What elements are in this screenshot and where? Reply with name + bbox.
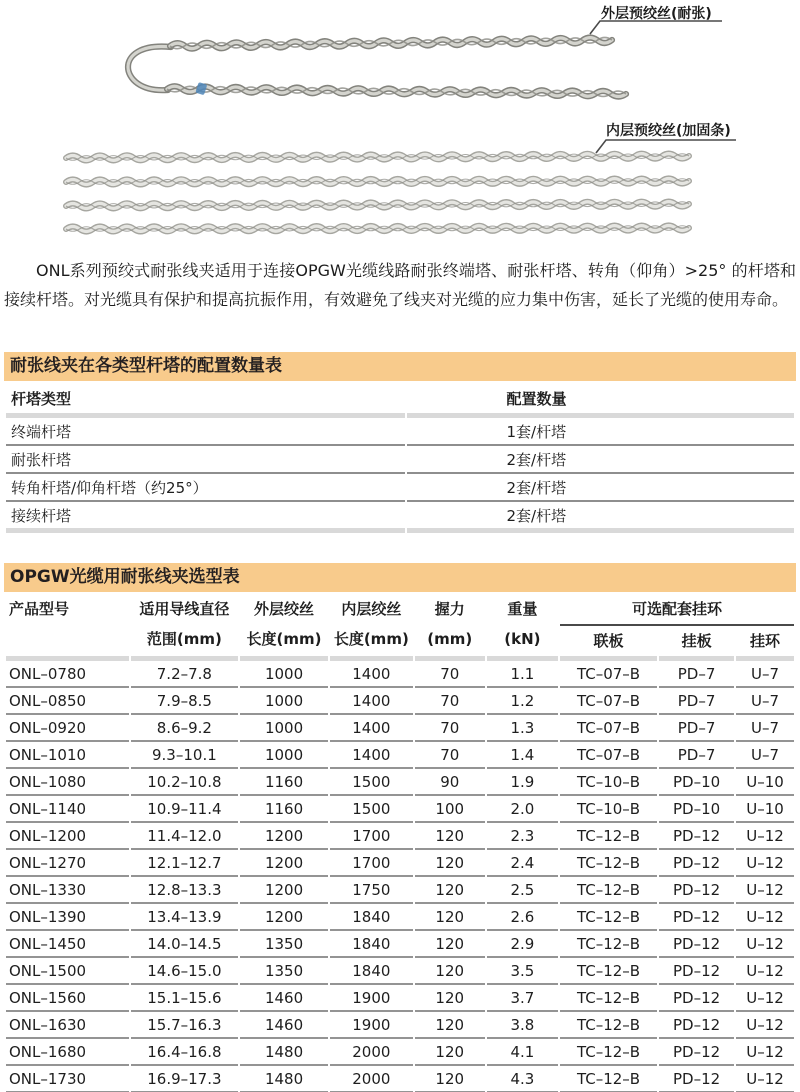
table-cell: 14.0–14.5 <box>131 931 238 958</box>
table-cell: 耐张杆塔 <box>6 446 405 474</box>
table-cell: 1400 <box>330 661 413 688</box>
table-row <box>6 904 794 931</box>
table-cell: 120 <box>415 1039 485 1066</box>
table-cell: 1500 <box>330 769 413 796</box>
table-cell: U–7 <box>736 688 794 715</box>
table-cell: 70 <box>415 715 485 742</box>
table-cell: 1.2 <box>487 688 558 715</box>
table-row <box>6 661 794 688</box>
table-cell: PD–12 <box>659 931 734 958</box>
table-cell: ONL–1680 <box>6 1039 129 1066</box>
table-cell: 70 <box>415 742 485 769</box>
table-cell: 2套/杆塔 <box>407 446 795 474</box>
table-cell: 1900 <box>330 985 413 1012</box>
selection-table-body <box>6 661 794 1092</box>
table-cell: 15.1–15.6 <box>131 985 238 1012</box>
table-cell: PD–12 <box>659 985 734 1012</box>
config-table-title: 耐张线夹在各类型杆塔的配置数量表 <box>4 352 796 381</box>
table-cell: ONL–1270 <box>6 850 129 877</box>
table-cell: U–12 <box>736 985 794 1012</box>
table-cell: 1.9 <box>487 769 558 796</box>
table-cell: 1700 <box>330 850 413 877</box>
config-table-body <box>6 418 794 533</box>
table-cell: ONL–1140 <box>6 796 129 823</box>
table-cell: 1700 <box>330 823 413 850</box>
table-cell: 1400 <box>330 742 413 769</box>
table-cell: 1460 <box>240 985 328 1012</box>
table-cell: 10.9–11.4 <box>131 796 238 823</box>
table-cell: 1500 <box>330 796 413 823</box>
table-cell: TC–12–B <box>560 931 657 958</box>
table-cell: PD–12 <box>659 850 734 877</box>
table-row <box>6 715 794 742</box>
table-cell: 70 <box>415 661 485 688</box>
table-row <box>6 823 794 850</box>
table-cell: 120 <box>415 904 485 931</box>
table-cell: 1000 <box>240 715 328 742</box>
table-cell: 1480 <box>240 1066 328 1092</box>
table-cell: 120 <box>415 931 485 958</box>
table-cell: 1900 <box>330 1012 413 1039</box>
col-grip: 握力 (mm) <box>415 594 485 661</box>
table-cell: 2.0 <box>487 796 558 823</box>
table-cell: 1460 <box>240 1012 328 1039</box>
table-cell: 1400 <box>330 688 413 715</box>
table-cell: TC–12–B <box>560 904 657 931</box>
table-row <box>6 985 794 1012</box>
table-cell: TC–12–B <box>560 1039 657 1066</box>
table-row <box>6 742 794 769</box>
selection-table-title: OPGW光缆用耐张线夹选型表 <box>4 563 796 592</box>
table-cell: PD–12 <box>659 877 734 904</box>
table-cell: 7.2–7.8 <box>131 661 238 688</box>
table-cell: 70 <box>415 688 485 715</box>
table-row <box>6 688 794 715</box>
table-cell: 120 <box>415 823 485 850</box>
table-cell: 120 <box>415 877 485 904</box>
table-cell: 4.1 <box>487 1039 558 1066</box>
table-cell: 2000 <box>330 1066 413 1092</box>
table-cell: PD–12 <box>659 1012 734 1039</box>
table-row <box>6 1012 794 1039</box>
table-row <box>6 850 794 877</box>
table-cell: 90 <box>415 769 485 796</box>
table-row <box>6 1039 794 1066</box>
table-cell: 2套/杆塔 <box>407 502 795 533</box>
table-row <box>6 931 794 958</box>
inner-wire-label: 内层预绞丝(加固条) <box>606 123 731 139</box>
table-cell: 1000 <box>240 742 328 769</box>
table-cell: 1200 <box>240 850 328 877</box>
table-cell: TC–12–B <box>560 877 657 904</box>
col-shackle: 挂环 <box>736 626 794 661</box>
table-cell: ONL–1080 <box>6 769 129 796</box>
table-cell: PD–12 <box>659 1039 734 1066</box>
outer-wire-label: 外层预绞丝(耐张) <box>601 6 712 22</box>
table-cell: U–12 <box>736 1039 794 1066</box>
table-cell: U–7 <box>736 742 794 769</box>
table-cell: 终端杆塔 <box>6 418 405 446</box>
table-cell: TC–12–B <box>560 1066 657 1092</box>
table-cell: 1000 <box>240 661 328 688</box>
table-cell: U–12 <box>736 850 794 877</box>
table-cell: 1350 <box>240 958 328 985</box>
table-row <box>6 769 794 796</box>
table-cell: 1480 <box>240 1039 328 1066</box>
config-header-row <box>6 383 794 418</box>
table-row <box>6 502 794 533</box>
table-cell: 1000 <box>240 688 328 715</box>
table-cell: U–7 <box>736 661 794 688</box>
table-cell: ONL–1560 <box>6 985 129 1012</box>
table-cell: U–10 <box>736 769 794 796</box>
table-cell: 1.1 <box>487 661 558 688</box>
table-row <box>6 796 794 823</box>
table-cell: U–12 <box>736 877 794 904</box>
table-cell: PD–10 <box>659 769 734 796</box>
table-row <box>6 418 794 446</box>
table-cell: PD–7 <box>659 715 734 742</box>
table-cell: 7.9–8.5 <box>131 688 238 715</box>
table-cell: 13.4–13.9 <box>131 904 238 931</box>
table-cell: 100 <box>415 796 485 823</box>
table-cell: ONL–1630 <box>6 1012 129 1039</box>
table-cell: TC–12–B <box>560 850 657 877</box>
table-cell: 1400 <box>330 715 413 742</box>
table-cell: PD–12 <box>659 823 734 850</box>
col-weight: 重量 (kN) <box>487 594 558 661</box>
table-cell: ONL–0920 <box>6 715 129 742</box>
table-cell: ONL–1500 <box>6 958 129 985</box>
table-cell: TC–12–B <box>560 1012 657 1039</box>
table-cell: U–12 <box>736 958 794 985</box>
table-row <box>6 958 794 985</box>
table-cell: PD–12 <box>659 1066 734 1092</box>
table-cell: 14.6–15.0 <box>131 958 238 985</box>
table-cell: TC–12–B <box>560 823 657 850</box>
table-cell: 3.5 <box>487 958 558 985</box>
table-cell: 2.5 <box>487 877 558 904</box>
table-cell: TC–07–B <box>560 661 657 688</box>
table-cell: 1160 <box>240 796 328 823</box>
intro-paragraph: ONL系列预绞式耐张线夹适用于连接OPGW光缆线路耐张终端塔、耐张杆塔、转角（仰角）>25° 的杆塔和接续杆塔。对光缆具有保护和提高抗振作用，有效避免了线夹对光缆的应力集中伤害，延长了光缆的使用寿命。 <box>4 261 796 309</box>
outer-grip-illustration <box>128 37 626 96</box>
table-cell: 1200 <box>240 904 328 931</box>
table-cell: PD–7 <box>659 661 734 688</box>
table-cell: 15.7–16.3 <box>131 1012 238 1039</box>
table-row <box>6 446 794 474</box>
selection-table <box>4 594 796 1092</box>
table-cell: U–12 <box>736 904 794 931</box>
table-cell: 3.7 <box>487 985 558 1012</box>
table-cell: 1套/杆塔 <box>407 418 795 446</box>
table-cell: 2.6 <box>487 904 558 931</box>
table-cell: PD–12 <box>659 904 734 931</box>
table-cell: 1750 <box>330 877 413 904</box>
table-cell: 2套/杆塔 <box>407 474 795 502</box>
table-cell: TC–07–B <box>560 742 657 769</box>
table-cell: 1.3 <box>487 715 558 742</box>
table-cell: 120 <box>415 1012 485 1039</box>
table-cell: 1350 <box>240 931 328 958</box>
table-cell: 12.1–12.7 <box>131 850 238 877</box>
table-cell: 2.9 <box>487 931 558 958</box>
table-cell: ONL–0850 <box>6 688 129 715</box>
table-cell: 1840 <box>330 904 413 931</box>
table-cell: U–7 <box>736 715 794 742</box>
table-row <box>6 877 794 904</box>
table-cell: U–10 <box>736 796 794 823</box>
table-row <box>6 474 794 502</box>
table-cell: 1840 <box>330 931 413 958</box>
table-cell: TC–12–B <box>560 958 657 985</box>
table-cell: 8.6–9.2 <box>131 715 238 742</box>
table-cell: TC–07–B <box>560 688 657 715</box>
table-row <box>6 1066 794 1092</box>
inner-rods-illustration <box>66 154 689 232</box>
table-cell: ONL–1390 <box>6 904 129 931</box>
table-cell: TC–10–B <box>560 796 657 823</box>
table-cell: 转角杆塔/仰角杆塔（约25°） <box>6 474 405 502</box>
table-cell: PD–7 <box>659 742 734 769</box>
table-cell: ONL–1330 <box>6 877 129 904</box>
table-cell: U–12 <box>736 1066 794 1092</box>
table-cell: 接续杆塔 <box>6 502 405 533</box>
table-cell: U–12 <box>736 931 794 958</box>
table-cell: U–12 <box>736 823 794 850</box>
table-cell: 120 <box>415 850 485 877</box>
table-cell: 2.3 <box>487 823 558 850</box>
selection-header-row-1 <box>6 594 794 626</box>
table-cell: 3.8 <box>487 1012 558 1039</box>
col-link-plate: 联板 <box>560 626 657 661</box>
col-group-fittings: 可选配套挂环 <box>560 594 794 626</box>
table-cell: ONL–1730 <box>6 1066 129 1092</box>
config-table-section <box>4 352 796 533</box>
table-cell: ONL–1200 <box>6 823 129 850</box>
selection-table-section <box>4 563 796 1092</box>
table-cell: U–12 <box>736 1012 794 1039</box>
table-cell: PD–10 <box>659 796 734 823</box>
config-col-tower-type: 杆塔类型 <box>6 383 405 418</box>
table-cell: 1160 <box>240 769 328 796</box>
table-cell: 12.8–13.3 <box>131 877 238 904</box>
table-cell: 120 <box>415 958 485 985</box>
config-col-quantity: 配置数量 <box>407 383 795 418</box>
table-cell: ONL–1010 <box>6 742 129 769</box>
table-cell: 2000 <box>330 1039 413 1066</box>
table-cell: 2.4 <box>487 850 558 877</box>
table-cell: PD–7 <box>659 688 734 715</box>
table-cell: PD–12 <box>659 958 734 985</box>
table-cell: 4.3 <box>487 1066 558 1092</box>
table-cell: 10.2–10.8 <box>131 769 238 796</box>
table-cell: TC–12–B <box>560 985 657 1012</box>
col-conductor-diameter: 适用导线直径 范围(mm) <box>131 594 238 661</box>
table-cell: ONL–1450 <box>6 931 129 958</box>
table-cell: 120 <box>415 985 485 1012</box>
table-cell: 1.4 <box>487 742 558 769</box>
table-cell: 120 <box>415 1066 485 1092</box>
table-cell: 16.4–16.8 <box>131 1039 238 1066</box>
col-inner-wire-length: 内层绞丝 长度(mm) <box>330 594 413 661</box>
table-cell: TC–10–B <box>560 769 657 796</box>
table-cell: 1200 <box>240 823 328 850</box>
col-outer-wire-length: 外层绞丝 长度(mm) <box>240 594 328 661</box>
table-cell: 16.9–17.3 <box>131 1066 238 1092</box>
table-cell: 9.3–10.1 <box>131 742 238 769</box>
config-table <box>4 383 796 533</box>
table-cell: ONL–0780 <box>6 661 129 688</box>
table-cell: 1200 <box>240 877 328 904</box>
table-cell: 1840 <box>330 958 413 985</box>
col-hanging-plate: 挂板 <box>659 626 734 661</box>
col-product-model: 产品型号 <box>6 594 129 661</box>
table-cell: TC–07–B <box>560 715 657 742</box>
table-cell: 11.4–12.0 <box>131 823 238 850</box>
